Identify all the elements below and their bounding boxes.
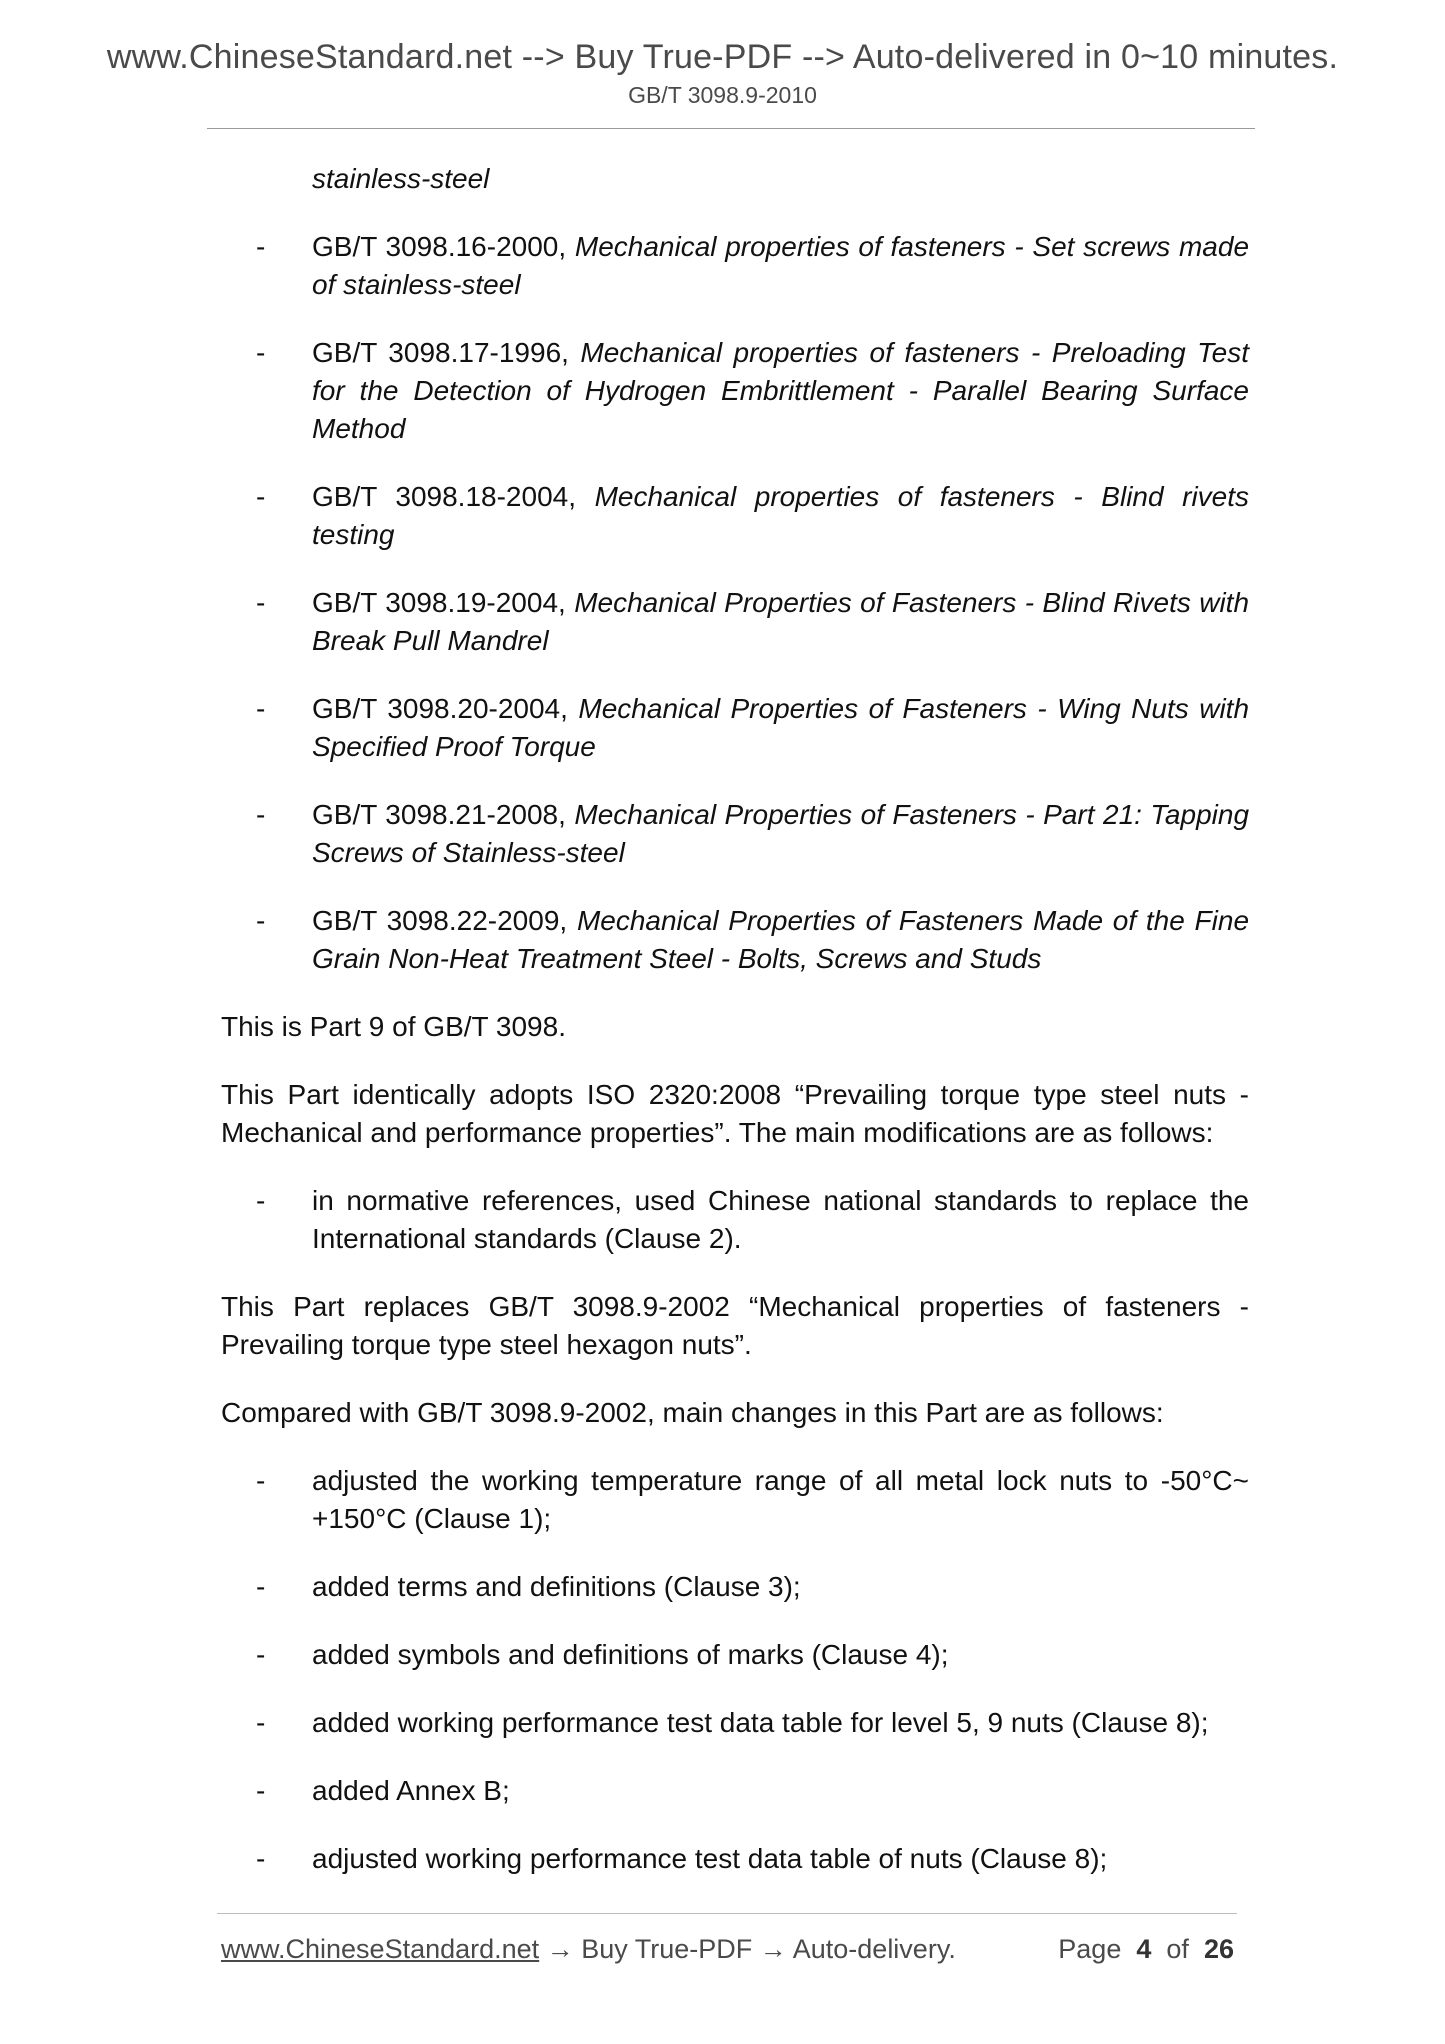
reference-item	[256, 228, 1249, 304]
reference-continuation	[256, 160, 1249, 198]
change-item: - added working performance test data table for level 5, 9 nuts (Clause 8);	[256, 1704, 1249, 1742]
site-banner: www.ChineseStandard.net --> Buy True-PDF --> Auto-delivered in 0~10 minutes.	[106, 38, 1339, 76]
list-dash: -	[256, 231, 266, 262]
change-item: - added symbols and definitions of marks (Clause 4);	[256, 1636, 1249, 1674]
reference-title: Mechanical properties of fasteners - Set screws made of stainless-steel	[312, 231, 1250, 300]
list-dash: -	[256, 481, 266, 512]
list-dash: -	[256, 1571, 266, 1602]
page-current: 4	[1136, 1934, 1152, 1964]
reference-title: stainless-steel	[312, 163, 490, 194]
reference-code: GB/T 3098.21-2008,	[312, 799, 566, 830]
list-dash: -	[256, 799, 266, 830]
reference-title: Mechanical Properties of Fasteners - Part 21: Tapping Screws of Stainless-steel	[312, 799, 1250, 868]
footer-divider	[217, 1913, 1237, 1914]
paragraph-replaces: This Part replaces GB/T 3098.9-2002 “Mechanical properties of fasteners - Prevailing torque type steel hexagon nuts”.	[221, 1291, 1249, 1360]
footer-site-link[interactable]: www.ChineseStandard.net	[221, 1934, 540, 1964]
page-of-label: of	[1166, 1934, 1189, 1964]
change-item: - adjusted the working temperature range of all metal lock nuts to -50°C~ +150°C (Clause 1);	[256, 1462, 1249, 1538]
page-label: Page	[1058, 1934, 1122, 1964]
paragraph-part: This is Part 9 of GB/T 3098.	[221, 1011, 566, 1042]
header-divider	[207, 128, 1255, 129]
list-dash: -	[256, 1185, 266, 1216]
page-total: 26	[1203, 1934, 1234, 1964]
modification-item: - in normative references, used Chinese national standards to replace the International standards (Clause 2).	[256, 1182, 1249, 1258]
reference-code: GB/T 3098.19-2004,	[312, 587, 566, 618]
paragraph-adopts: This Part identically adopts ISO 2320:2008 “Prevailing torque type steel nuts - Mechanical and performance properties”. The main modifications are as follows:	[221, 1079, 1249, 1148]
list-dash: -	[256, 1465, 266, 1496]
list-dash: -	[256, 1775, 266, 1806]
reference-code: GB/T 3098.22-2009,	[312, 905, 568, 936]
change-item: - added Annex B;	[256, 1772, 1249, 1810]
reference-title: Mechanical Properties of Fasteners - Wing Nuts with Specified Proof Torque	[312, 693, 1250, 762]
reference-item	[256, 334, 1249, 448]
reference-code: GB/T 3098.20-2004,	[312, 693, 568, 724]
reference-code: GB/T 3098.18-2004,	[312, 481, 576, 512]
standard-number: GB/T 3098.9-2010	[628, 82, 817, 108]
list-dash: -	[256, 1843, 266, 1874]
list-dash: -	[256, 337, 266, 368]
reference-title: Mechanical properties of fasteners - Blind rivets testing	[312, 481, 1250, 550]
page-indicator	[1058, 1934, 1234, 1965]
reference-item	[256, 584, 1249, 660]
change-item: - added terms and definitions (Clause 3);	[256, 1568, 1249, 1606]
list-dash: -	[256, 905, 266, 936]
reference-item	[256, 478, 1249, 554]
footer-tagline: → Buy True-PDF → Auto-delivery.	[539, 1934, 956, 1964]
reference-item	[256, 902, 1249, 978]
reference-item	[256, 796, 1249, 872]
paragraph-compared: Compared with GB/T 3098.9-2002, main changes in this Part are as follows:	[221, 1397, 1164, 1428]
list-dash: -	[256, 693, 266, 724]
reference-title: Mechanical Properties of Fasteners - Blind Rivets with Break Pull Mandrel	[312, 587, 1250, 656]
reference-item	[256, 690, 1249, 766]
reference-title: Mechanical Properties of Fasteners Made of the Fine Grain Non-Heat Treatment Steel - Bolts, Screws and Studs	[312, 905, 1250, 974]
reference-code: GB/T 3098.16-2000,	[312, 231, 567, 262]
change-item: - adjusted working performance test data table of nuts (Clause 8);	[256, 1840, 1249, 1878]
page-content	[221, 160, 1249, 1908]
list-dash: -	[256, 587, 266, 618]
reference-title: Mechanical properties of fasteners - Preloading Test for the Detection of Hydrogen Embrittlement - Parallel Bearing Surface Method	[312, 337, 1250, 444]
list-dash: -	[256, 1707, 266, 1738]
page-footer	[221, 1934, 1237, 1965]
reference-code: GB/T 3098.17-1996,	[312, 337, 569, 368]
list-dash: -	[256, 1639, 266, 1670]
